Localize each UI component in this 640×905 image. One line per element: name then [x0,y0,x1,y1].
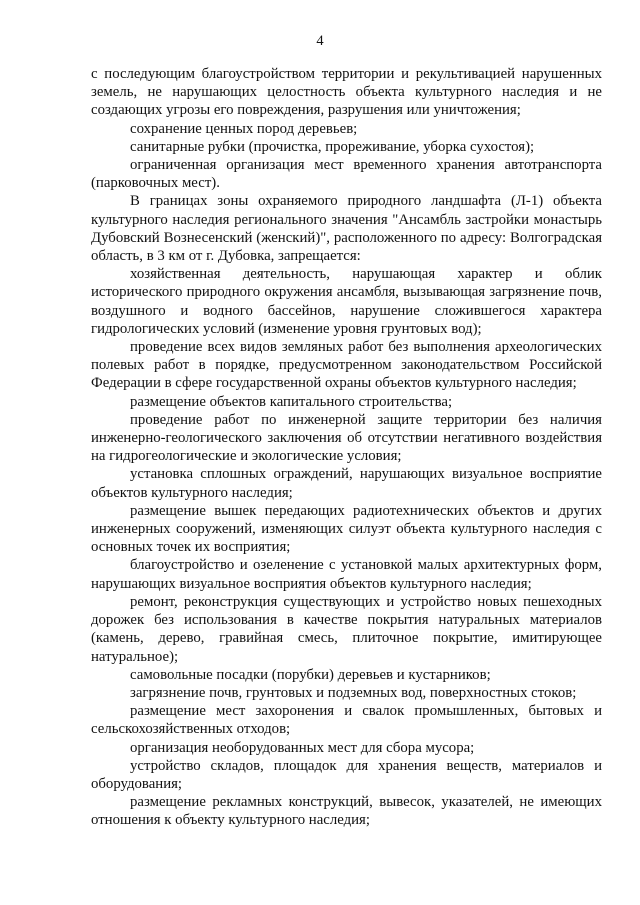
paragraph: В границах зоны охраняемого природного ландшафта (Л-1) объекта культурного наследия регионального значения "Ансамбль застройки монастырь Дубовский Вознесенский (женский)", расположенного по адресу: Волгоградская область, в 3 км от г. Дубовка, запрещается: [91,193,602,265]
paragraph: сохранение ценных пород деревьев; [130,120,358,137]
paragraph: проведение всех видов земляных работ без выполнения археологических полевых работ в порядке, предусмотренном законодательством Российской Федерации в сфере государственной охраны объектов культурного наследия; [91,339,602,392]
paragraph: размещение рекламных конструкций, вывесок, указателей, не имеющих отношения к объекту культурного наследия; [91,794,602,829]
paragraph: с последующим благоустройством территории и рекультивацией нарушенных земель, не нарушающих целостность объекта культурного наследия и не создающих угрозы его повреждения, разрушения или уничтожения; [91,66,602,119]
paragraph: самовольные посадки (порубки) деревьев и кустарников; [130,666,491,683]
paragraph: благоустройство и озеленение с установкой малых архитектурных форм, нарушающих визуальное восприятия объектов культурного наследия; [91,557,602,592]
paragraph: установка сплошных ограждений, нарушающих визуальное восприятие объектов культурного наследия; [91,466,602,501]
paragraph: размещение объектов капитального строительства; [130,393,453,410]
paragraph: санитарные рубки (прочистка, прореживание, уборка сухостоя); [130,138,535,155]
paragraph: размещение мест захоронения и свалок промышленных, бытовых и сельскохозяйственных отходов; [91,703,602,738]
page-number: 4 [316,33,324,49]
paragraph: ремонт, реконструкция существующих и устройство новых пешеходных дорожек без использования в качестве покрытия натуральных материалов (камень, дерево, гравийная смесь, плиточное покрытие, имитирующее натуральное); [91,593,602,665]
paragraph: загрязнение почв, грунтовых и подземных вод, поверхностных стоков; [130,684,577,701]
paragraph: проведение работ по инженерной защите территории без наличия инженерно-геологического заключения об отсутствии негативного воздействия на гидрогеологические и экологические условия; [91,411,602,465]
paragraph: организация необорудованных мест для сбора мусора; [130,739,475,756]
paragraph: ограниченная организация мест временного хранения автотранспорта (парковочных мест). [91,157,602,192]
paragraph: хозяйственная деятельность, нарушающая характер и облик исторического природного окружения ансамбля, вызывающая загрязнение почв, воздушного и водного бассейнов, нарушение сложившегося характера гидрологических условий (изменение уровня грунтовых вод); [91,266,602,337]
paragraph: размещение вышек передающих радиотехнических объектов и других инженерных сооружений, изменяющих силуэт объекта культурного наследия с основных точек их восприятия; [91,502,602,556]
document-body [91,65,602,830]
paragraph: устройство складов, площадок для хранения веществ, материалов и оборудования; [91,757,602,792]
